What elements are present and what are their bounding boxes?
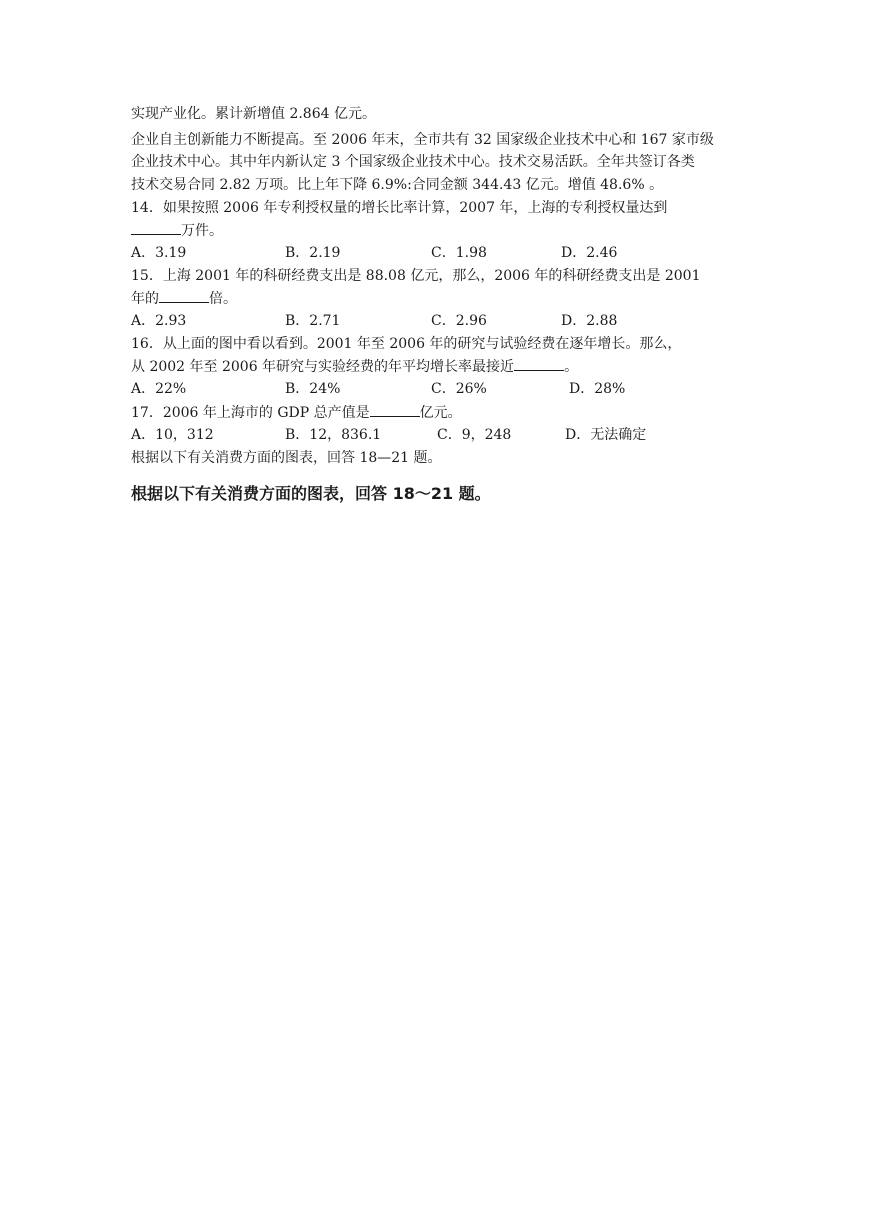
question-17-options <box>131 425 751 445</box>
option-a: A．22% <box>131 381 187 397</box>
question-15-stem-cont <box>131 288 237 309</box>
question-17-stem-tail: 亿元。 <box>419 405 462 421</box>
question-16-stem: 16．从上面的图中看以看到。2001 年至 2006 年的研究与试验经费在逐年增长。那么， <box>131 336 682 352</box>
option-d: D．无法确定 <box>565 427 647 443</box>
question-16-stem-cont <box>131 356 578 377</box>
paragraph-line: 企业技术中心。其中年内新认定 3 个国家级企业技术中心。技术交易活跃。全年共签订各类 <box>131 154 695 170</box>
question-14-stem-cont <box>131 220 223 241</box>
option-d: D．2.88 <box>561 313 618 329</box>
option-c: C．9，248 <box>437 427 512 443</box>
option-a: A．2.93 <box>131 313 187 329</box>
answer-blank <box>370 402 420 417</box>
option-c: C．2.96 <box>431 313 487 329</box>
option-b: B．2.71 <box>285 313 341 329</box>
question-17-stem <box>131 402 462 423</box>
answer-blank <box>159 288 209 303</box>
option-a: A．10，312 <box>131 427 214 443</box>
section-heading: 根据以下有关消费方面的图表，回答 18～21 题。 <box>131 484 491 503</box>
question-16-stem-tail: 。 <box>564 359 579 375</box>
answer-blank <box>514 356 564 371</box>
option-a: A．3.19 <box>131 245 187 261</box>
option-d: D．2.46 <box>561 245 618 261</box>
section-note: 根据以下有关消费方面的图表，回答 18—21 题。 <box>131 450 442 466</box>
option-b: B．24% <box>285 381 341 397</box>
option-b: B．12，836.1 <box>285 427 382 443</box>
question-16-options <box>131 379 751 399</box>
option-c: C．1.98 <box>431 245 487 261</box>
answer-blank <box>131 220 181 235</box>
question-14-stem-tail: 万件。 <box>181 223 223 239</box>
question-15-stem: 15．上海 2001 年的科研经费支出是 88.08 亿元，那么，2006 年的科研经费支出是 2001 <box>131 268 701 284</box>
option-c: C．26% <box>431 381 487 397</box>
question-14-stem: 14．如果按照 2006 年专利授权量的增长比率计算，2007 年，上海的专利授权量达到 <box>131 200 668 216</box>
question-17-stem-head: 17．2006 年上海市的 GDP 总产值是 <box>131 405 370 421</box>
paragraph-line: 企业自主创新能力不断提高。至 2006 年末，全市共有 32 国家级企业技术中心和 167 家市级 <box>131 132 714 148</box>
question-15-stem-head: 年的 <box>131 291 159 307</box>
question-16-stem-head: 从 2002 年至 2006 年研究与实验经费的年平均增长率最接近 <box>131 359 515 375</box>
paragraph-line: 实现产业化。累计新增值 2.864 亿元。 <box>131 106 376 122</box>
question-14-options <box>131 243 751 263</box>
paragraph-line: 技术交易合同 2.82 万项。比上年下降 6.9%:合同金额 344.43 亿元。增值 48.6% 。 <box>131 177 664 193</box>
question-15-stem-tail: 倍。 <box>209 291 237 307</box>
option-b: B．2.19 <box>285 245 341 261</box>
question-15-options <box>131 311 751 331</box>
option-d: D．28% <box>569 381 626 397</box>
